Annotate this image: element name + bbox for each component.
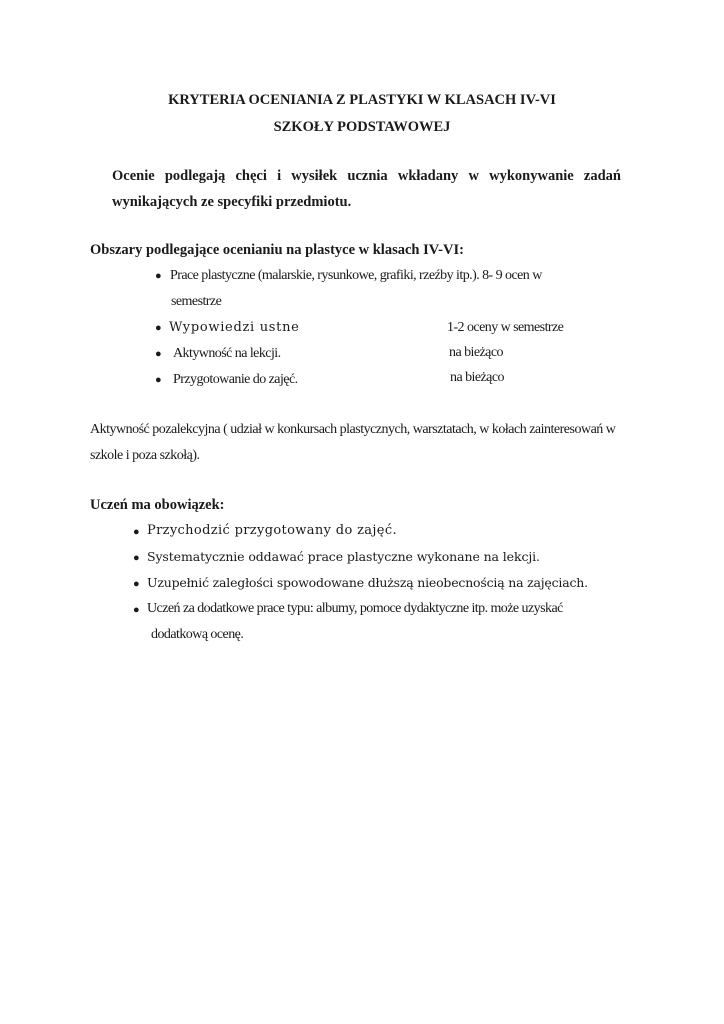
extra-activity-line2: szkole i poza szkołą). bbox=[90, 448, 200, 463]
bullet-icon: ● bbox=[133, 604, 140, 616]
document-title-line2: SZKOŁY PODSTAWOWEJ bbox=[273, 119, 451, 135]
extra-activity-line1: Aktywność pozalekcyjna ( udział w konkursach plastycznych, warsztatach, w kołach zainteresowań w bbox=[90, 422, 616, 437]
duty-text: Systematycznie oddawać prace plastyczne wykonane na lekcji. bbox=[147, 549, 540, 564]
document-title-line1: KRYTERIA OCENIANIA Z PLASTYKI W KLASACH IV-VI bbox=[168, 92, 556, 108]
bullet-icon: ● bbox=[133, 552, 140, 564]
area-label: Prace plastyczne (malarskie, rysunkowe, grafiki, rzeźby itp.). 8- 9 ocen w bbox=[170, 268, 542, 283]
area-value: na bieżąco bbox=[449, 345, 503, 360]
area-label: Aktywność na lekcji. bbox=[173, 346, 281, 361]
area-label: Wypowiedzi ustne bbox=[169, 320, 300, 335]
duty-text: Uzupełnić zaległości spowodowane dłuższą nieobecnością na zajęciach. bbox=[147, 575, 588, 590]
duty-text: Uczeń za dodatkowe prace typu: albumy, pomoce dydaktyczne itp. może uzyskać bbox=[147, 601, 563, 616]
bullet-icon: ● bbox=[155, 348, 162, 360]
areas-heading: Obszary podlegające ocenianiu na plastyce w klasach IV-VI: bbox=[90, 242, 464, 258]
area-value: na bieżąco bbox=[450, 370, 504, 385]
bullet-icon: ● bbox=[133, 526, 140, 538]
duties-heading: Uczeń ma obowiązek: bbox=[90, 497, 225, 513]
intro-line2: wynikających ze specyfiki przedmiotu. bbox=[112, 194, 352, 210]
duty-text: Przychodzić przygotowany do zajęć. bbox=[147, 523, 397, 538]
bullet-icon: ● bbox=[133, 578, 140, 590]
duty-text-cont: dodatkową ocenę. bbox=[151, 627, 244, 642]
area-label: Przygotowanie do zajęć. bbox=[173, 372, 298, 387]
area-label-cont: semestrze bbox=[171, 294, 222, 309]
bullet-icon: ● bbox=[155, 322, 162, 334]
bullet-icon: ● bbox=[155, 270, 162, 282]
area-value: 1-2 oceny w semestrze bbox=[447, 320, 564, 335]
bullet-icon: ● bbox=[155, 374, 162, 386]
intro-line1: Ocenie podlegają chęci i wysiłek ucznia wkładany w wykonywanie zadań bbox=[112, 168, 621, 184]
